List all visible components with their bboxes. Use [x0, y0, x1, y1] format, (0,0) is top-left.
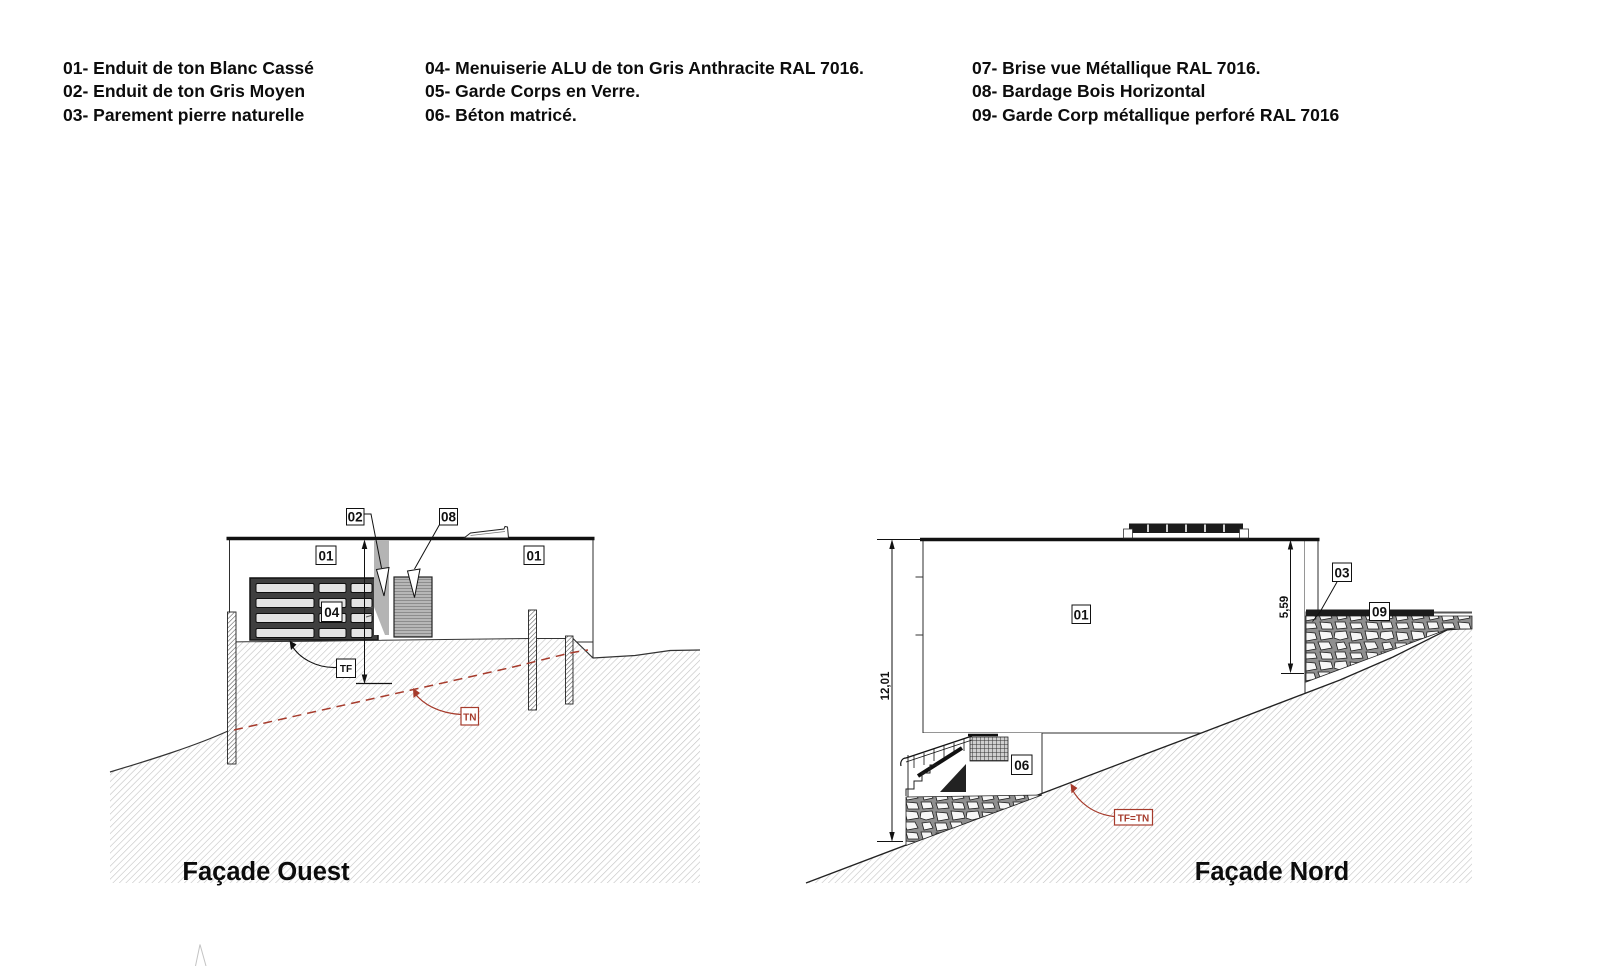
west-facade-title: Façade Ouest: [182, 858, 350, 886]
svg-text:01: 01: [526, 548, 542, 564]
tag-tftn: [1115, 810, 1153, 826]
tag-tf: [337, 659, 356, 678]
legend-item-05: 05- Garde Corps en Verre.: [425, 81, 640, 102]
tag-09: [1370, 603, 1390, 621]
svg-text:06: 06: [1014, 758, 1030, 773]
tag-08: [440, 509, 458, 526]
svg-text:12,01: 12,01: [880, 671, 892, 701]
sheet-bottom-mark: [196, 945, 207, 966]
svg-text:01: 01: [1073, 607, 1089, 623]
north-wall-return: [1305, 540, 1318, 612]
west-post-mid: [529, 610, 537, 710]
svg-text:09: 09: [1371, 604, 1388, 620]
svg-text:08: 08: [440, 509, 457, 525]
legend-item-04: 04- Menuiserie ALU de ton Gris Anthracite RAL 7016.: [425, 58, 864, 78]
svg-text:04: 04: [324, 605, 340, 620]
legend-item-03: 03- Parement pierre naturelle: [63, 104, 305, 125]
tag-03: [1333, 563, 1352, 582]
tag-06: [1012, 755, 1033, 775]
tag-02: [347, 509, 365, 526]
svg-text:TF: TF: [339, 664, 353, 675]
legend-item-02: 02- Enduit de ton Gris Moyen: [63, 81, 306, 102]
svg-text:02: 02: [347, 509, 363, 525]
tag-01-right: [524, 546, 544, 565]
tag-tn: [461, 708, 479, 726]
north-facade-title: Façade Nord: [1194, 858, 1350, 886]
legend-item-06: 06- Béton matricé.: [425, 104, 577, 125]
roof-guardrail: [1124, 524, 1249, 539]
svg-text:TF=TN: TF=TN: [1117, 813, 1150, 825]
legend-item-01: 01- Enduit de ton Blanc Cassé: [63, 58, 314, 78]
legend-item-07: 07- Brise vue Métallique RAL 7016.: [972, 58, 1261, 78]
legend-item-09: 09- Garde Corp métallique perforé RAL 7016: [972, 104, 1340, 125]
legend-item-08: 08- Bardage Bois Horizontal: [972, 81, 1206, 102]
north-facade-drawing: [806, 524, 1472, 887]
west-post-left: [228, 612, 237, 764]
north-building-wall: [923, 540, 1305, 733]
garage-door: [250, 578, 378, 640]
svg-text:TN: TN: [463, 712, 477, 724]
tag-04: [322, 602, 343, 622]
west-facade-drawing: [110, 509, 700, 887]
svg-text:03: 03: [1334, 565, 1350, 581]
tag-01-left: [316, 546, 336, 565]
svg-text:5,59: 5,59: [1279, 595, 1291, 619]
west-terrain-fill: [110, 639, 700, 884]
west-post-right: [566, 636, 574, 704]
tag-01-north: [1072, 605, 1091, 624]
svg-text:01: 01: [318, 548, 334, 564]
